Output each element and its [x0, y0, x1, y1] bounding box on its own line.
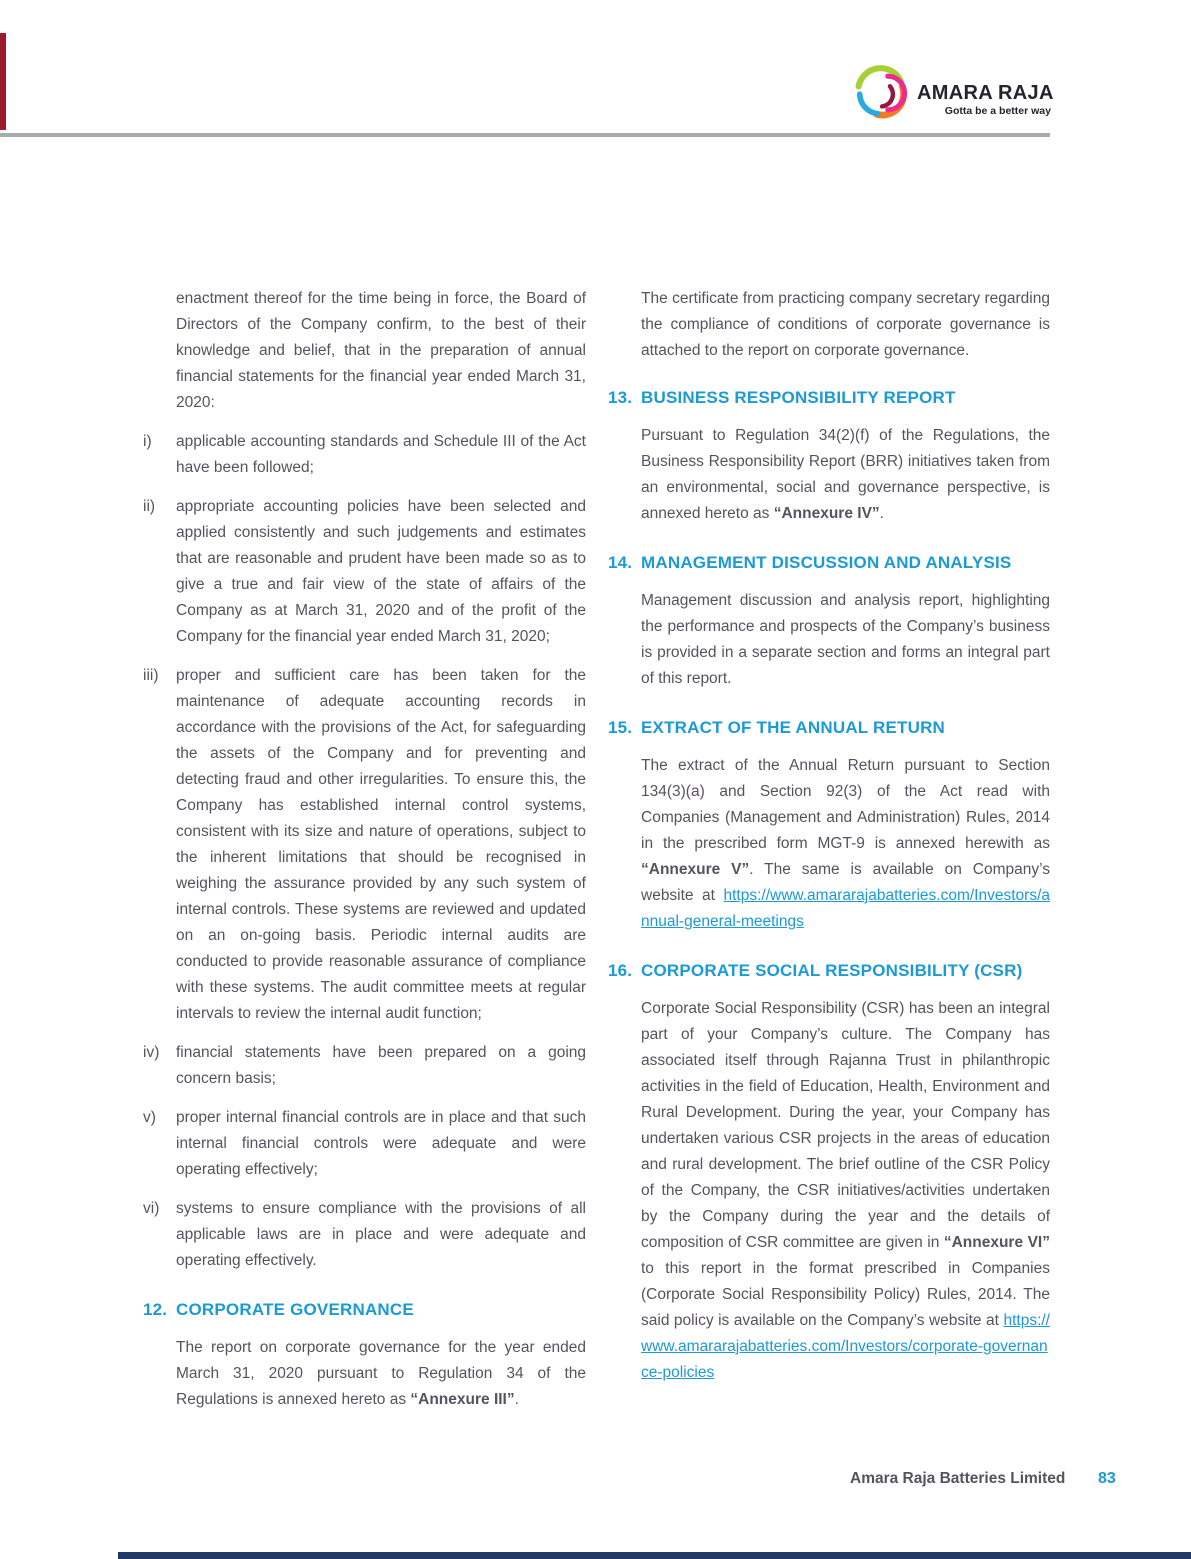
- section-heading-csr: [608, 959, 1050, 983]
- footer-page-number: 83: [1098, 1470, 1116, 1487]
- list-marker: v): [143, 1109, 156, 1126]
- list-item: [143, 494, 586, 650]
- intro-paragraph: The certificate from practicing company secretary regarding the compliance of conditions of corporate governance is attached to the report on corporate governance.: [641, 290, 1050, 359]
- bottom-edge-accent-bar: [118, 1552, 1191, 1559]
- text-segment: to this report in the format prescribed in Companies (Corporate Social Responsibility Policy) Rules, 2014. The said policy is available on the Company’s website at: [641, 1260, 1050, 1329]
- heading-title: BUSINESS RESPONSIBILITY REPORT: [641, 388, 956, 407]
- list-marker: i): [143, 433, 152, 450]
- footer-company-name: Amara Raja Batteries Limited: [850, 1470, 1066, 1487]
- list-marker: iv): [143, 1044, 160, 1061]
- heading-title: EXTRACT OF THE ANNUAL RETURN: [641, 718, 946, 737]
- right-column: [608, 286, 1050, 1399]
- list-marker: iii): [143, 667, 159, 684]
- list-marker: ii): [143, 498, 156, 515]
- text-segment: .: [879, 505, 884, 522]
- list-item: [143, 1040, 586, 1092]
- list-item: [143, 1105, 586, 1183]
- section-heading-business-responsibility: [608, 386, 1050, 410]
- brand-tagline: Gotta be a better way: [944, 105, 1051, 117]
- text-segment: “Annexure IV”: [773, 505, 880, 522]
- section-heading-annual-return: [608, 716, 1050, 740]
- list-marker: vi): [143, 1200, 160, 1217]
- text-segment: “Annexure V”: [641, 861, 750, 878]
- left-column: [143, 286, 586, 1426]
- text-segment: “Annexure VI”: [943, 1234, 1050, 1251]
- intro-paragraph: enactment thereof for the time being in force, the Board of Directors of the Company confirm, to the best of their knowledge and belief, that in the preparation of annual financial statements for the financial year ended March 31, 2020:: [176, 290, 586, 411]
- text-segment: Pursuant to Regulation 34(2)(f) of the Regulations, the Business Responsibility Report (BRR) initiatives taken from an environmental, social and governance perspective, is annexed hereto as: [641, 427, 1050, 522]
- heading-number: 13.: [608, 388, 633, 407]
- list-text: proper and sufficient care has been taken for the maintenance of adequate accounting records in accordance with the provisions of the Act, for safeguarding the assets of the Company and for preventing and detecting fraud and other irregularities. To ensure this, the Company has established internal control systems, consistent with its size and nature of operations, subject to the inherent limitations that should be recognised in weighing the assurance provided by any such system of internal controls. These systems are reviewed and updated on an on-going basis. Periodic internal audits are conducted to provide reasonable assurance of compliance with these systems. The audit committee meets at regular intervals to review the internal audit function;: [176, 667, 586, 1022]
- section-paragraph: [608, 423, 1050, 527]
- text-segment: The extract of the Annual Return pursuant to Section 134(3)(a) and Section 92(3) of the Act read with Companies (Management and Administration) Rules, 2014 in the prescribed form MGT-9 is annexed herewith as: [641, 757, 1050, 852]
- list-item: [143, 663, 586, 1027]
- list-text: financial statements have been prepared on a going concern basis;: [176, 1044, 586, 1087]
- heading-title: CORPORATE SOCIAL RESPONSIBILITY (CSR): [641, 961, 1023, 980]
- text-segment: “Annexure III”: [410, 1391, 515, 1408]
- section-paragraph: [608, 588, 1050, 692]
- inline-link[interactable]: https://www.amararajabatteries.com/Investors/corporate-governance-policies: [641, 1312, 1050, 1381]
- heading-number: 12.: [143, 1300, 168, 1319]
- text-segment: . The same is available on Company’s website at: [641, 861, 1051, 904]
- inline-link[interactable]: https://www.amararajabatteries.com/Investors/annual-general-meetings: [641, 887, 1050, 930]
- header-divider-rule: [0, 133, 1050, 137]
- list-text: proper internal financial controls are in place and that such internal financial controls were adequate and were operating effectively;: [176, 1109, 586, 1178]
- section-paragraph: [608, 996, 1050, 1386]
- heading-number: 16.: [608, 961, 633, 980]
- list-item: [143, 429, 586, 481]
- text-segment: The report on corporate governance for the year ended March 31, 2020 pursuant to Regulation 34 of the Regulations is annexed hereto as: [176, 1339, 586, 1408]
- heading-title: MANAGEMENT DISCUSSION AND ANALYSIS: [641, 553, 1012, 572]
- text-segment: Management discussion and analysis report, highlighting the performance and prospects of the Company’s business is provided in a separate section and forms an integral part of this report.: [641, 592, 1050, 687]
- list-text: systems to ensure compliance with the provisions of all applicable laws are in place and were adequate and operating effectively.: [176, 1200, 586, 1269]
- section-heading-corporate-governance: [143, 1298, 586, 1322]
- brand-name: AMARA RAJA: [917, 82, 1054, 104]
- heading-number: 15.: [608, 718, 633, 737]
- list-text: appropriate accounting policies have been selected and applied consistently and such judgements and estimates that are reasonable and prudent have been made so as to give a true and fair view of the state of affairs of the Company as at March 31, 2020 and of the profit of the Company for the financial year ended March 31, 2020;: [176, 498, 586, 645]
- text-segment: .: [514, 1391, 519, 1408]
- heading-title: CORPORATE GOVERNANCE: [176, 1300, 414, 1319]
- section-paragraph: [608, 753, 1050, 935]
- text-segment: Corporate Social Responsibility (CSR) has been an integral part of your Company’s culture. The Company has associated itself through Rajanna Trust in philanthropic activities in the field of Education, Health, Environment and Rural Development. During the year, your Company has undertaken various CSR projects in the areas of education and rural development. The brief outline of the CSR Policy of the Company, the CSR initiatives/activities undertaken by the Company during the year and the details of composition of CSR committee are given in: [641, 1000, 1050, 1251]
- left-edge-accent-bar: [0, 33, 6, 130]
- list-item: [143, 1196, 586, 1274]
- heading-number: 14.: [608, 553, 633, 572]
- list-text: applicable accounting standards and Schedule III of the Act have been followed;: [176, 433, 586, 476]
- section-heading-management-discussion: [608, 551, 1050, 575]
- section-paragraph: [143, 1335, 586, 1413]
